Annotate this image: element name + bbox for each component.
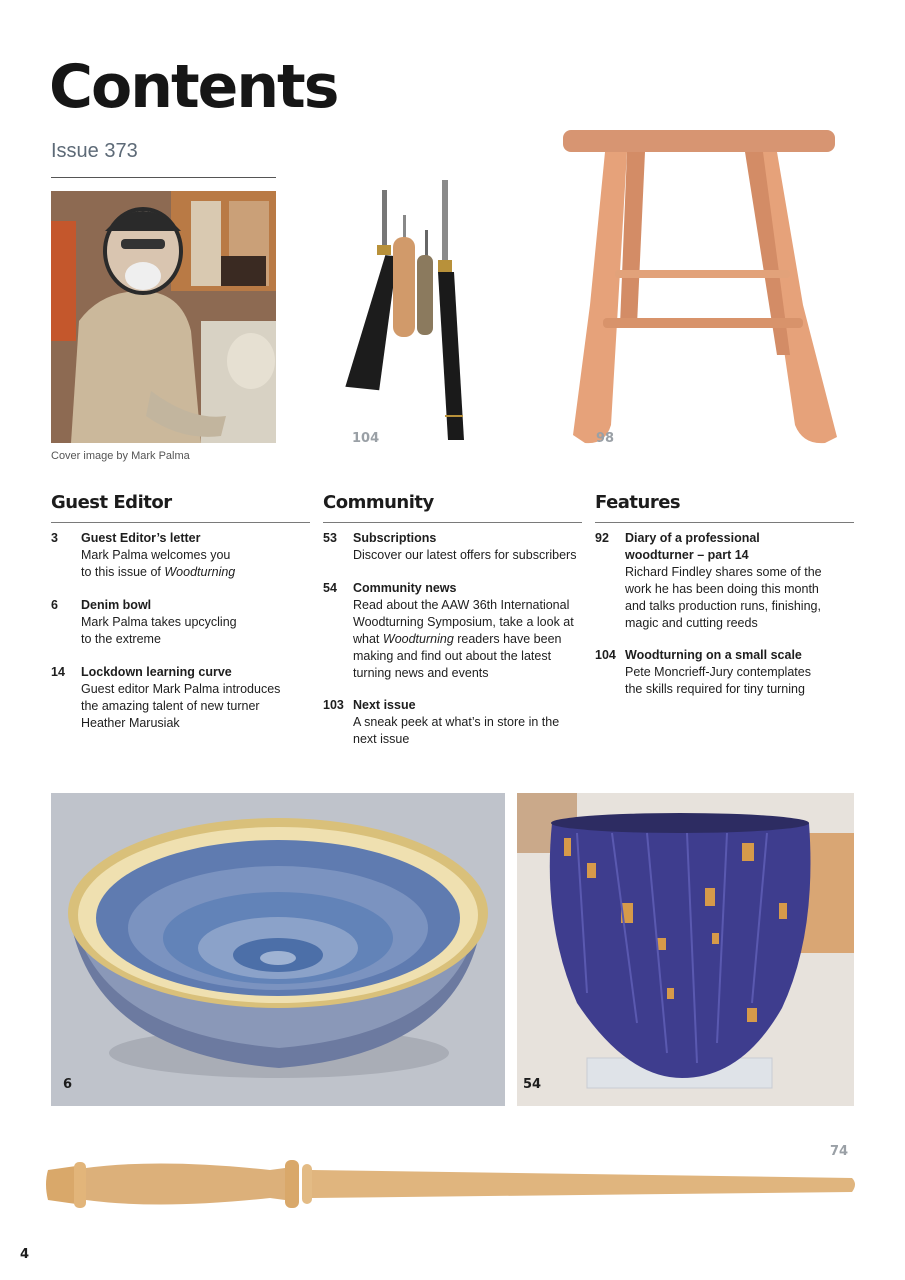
section-divider xyxy=(51,522,310,523)
magazine-name: Woodturning xyxy=(382,632,454,646)
toc-title: Subscriptions xyxy=(353,531,437,545)
toc-title: Diary of a professional xyxy=(625,531,760,545)
toc-page-number: 3 xyxy=(51,531,58,545)
toc-description: making and find out about the latest xyxy=(353,649,552,663)
toc-description: Read about the AAW 36th International xyxy=(353,598,570,612)
tools-page-ref: 104 xyxy=(352,431,380,446)
toc-title: Next issue xyxy=(353,698,416,712)
stool-page-ref: 98 xyxy=(596,431,615,446)
toc-title: Lockdown learning curve xyxy=(81,665,232,679)
toc-entry[interactable] xyxy=(323,580,582,684)
toc-entry[interactable] xyxy=(595,530,854,634)
section-divider xyxy=(595,522,854,523)
toc-title: Guest Editor’s letter xyxy=(81,531,201,545)
toc-description: the amazing talent of new turner xyxy=(81,699,260,713)
toc-description: to this issue of xyxy=(81,565,165,579)
turning-tools-image xyxy=(330,175,500,450)
toc-description: Heather Marusiak xyxy=(81,716,180,730)
toc-description: turning news and events xyxy=(353,666,489,680)
toc-page-number: 14 xyxy=(51,665,65,679)
toc-description: the skills required for tiny turning xyxy=(625,682,805,696)
toc-description: Mark Palma takes upcycling xyxy=(81,615,237,629)
toc-description: Pete Moncrieff-Jury contemplates xyxy=(625,665,811,679)
toc-entry[interactable] xyxy=(595,647,854,699)
section-heading-guest-editor: Guest Editor xyxy=(51,492,172,513)
toc-page-number: 53 xyxy=(323,531,337,545)
toc-page-number: 103 xyxy=(323,698,344,712)
toc-description: next issue xyxy=(353,732,410,746)
toc-title: Community news xyxy=(353,581,457,595)
toc-title: Woodturning on a small scale xyxy=(625,648,802,662)
stool-image xyxy=(545,125,840,450)
magazine-name: Woodturning xyxy=(164,565,236,579)
bowl-page-ref: 6 xyxy=(63,1077,73,1092)
toc-entry[interactable] xyxy=(51,597,310,649)
toc-title: Denim bowl xyxy=(81,598,152,612)
toc-description: to the extreme xyxy=(81,632,161,646)
toc-description: Richard Findley shares some of the xyxy=(625,565,822,579)
toc-entry[interactable] xyxy=(323,697,582,749)
spindle-image xyxy=(40,1148,860,1220)
cover-photo xyxy=(51,191,276,443)
blue-vessel-photo xyxy=(517,793,854,1106)
toc-description: Guest editor Mark Palma introduces xyxy=(81,682,281,696)
toc-description: magic and cutting reeds xyxy=(625,616,758,630)
issue-divider xyxy=(51,177,276,178)
vessel-page-ref: 54 xyxy=(523,1077,542,1092)
section-heading-community: Community xyxy=(323,492,434,513)
section-divider xyxy=(323,522,582,523)
toc-description: work he has been doing this month xyxy=(625,582,819,596)
toc-entry[interactable] xyxy=(51,530,310,582)
page-title: Contents xyxy=(49,52,338,122)
section-heading-features: Features xyxy=(595,492,681,513)
toc-entry[interactable] xyxy=(323,530,582,565)
toc-description: what xyxy=(353,632,383,646)
toc-page-number: 54 xyxy=(323,581,337,595)
issue-number: Issue 373 xyxy=(51,140,138,162)
toc-description: Woodturning Symposium, take a look at xyxy=(353,615,574,629)
toc-title: woodturner – part 14 xyxy=(625,548,749,562)
cover-credit: Cover image by Mark Palma xyxy=(51,450,190,462)
toc-description: readers have been xyxy=(453,632,562,646)
toc-entry[interactable] xyxy=(51,664,310,734)
page-number: 4 xyxy=(20,1247,30,1262)
toc-page-number: 92 xyxy=(595,531,609,545)
toc-description: A sneak peek at what’s in store in the xyxy=(353,715,560,729)
spindle-page-ref: 74 xyxy=(830,1144,849,1159)
toc-description: and talks production runs, finishing, xyxy=(625,599,821,613)
toc-page-number: 104 xyxy=(595,648,616,662)
toc-page-number: 6 xyxy=(51,598,58,612)
toc-description: Mark Palma welcomes you xyxy=(81,548,231,562)
toc-description: Discover our latest offers for subscribers xyxy=(353,548,577,562)
denim-bowl-photo xyxy=(51,793,505,1106)
